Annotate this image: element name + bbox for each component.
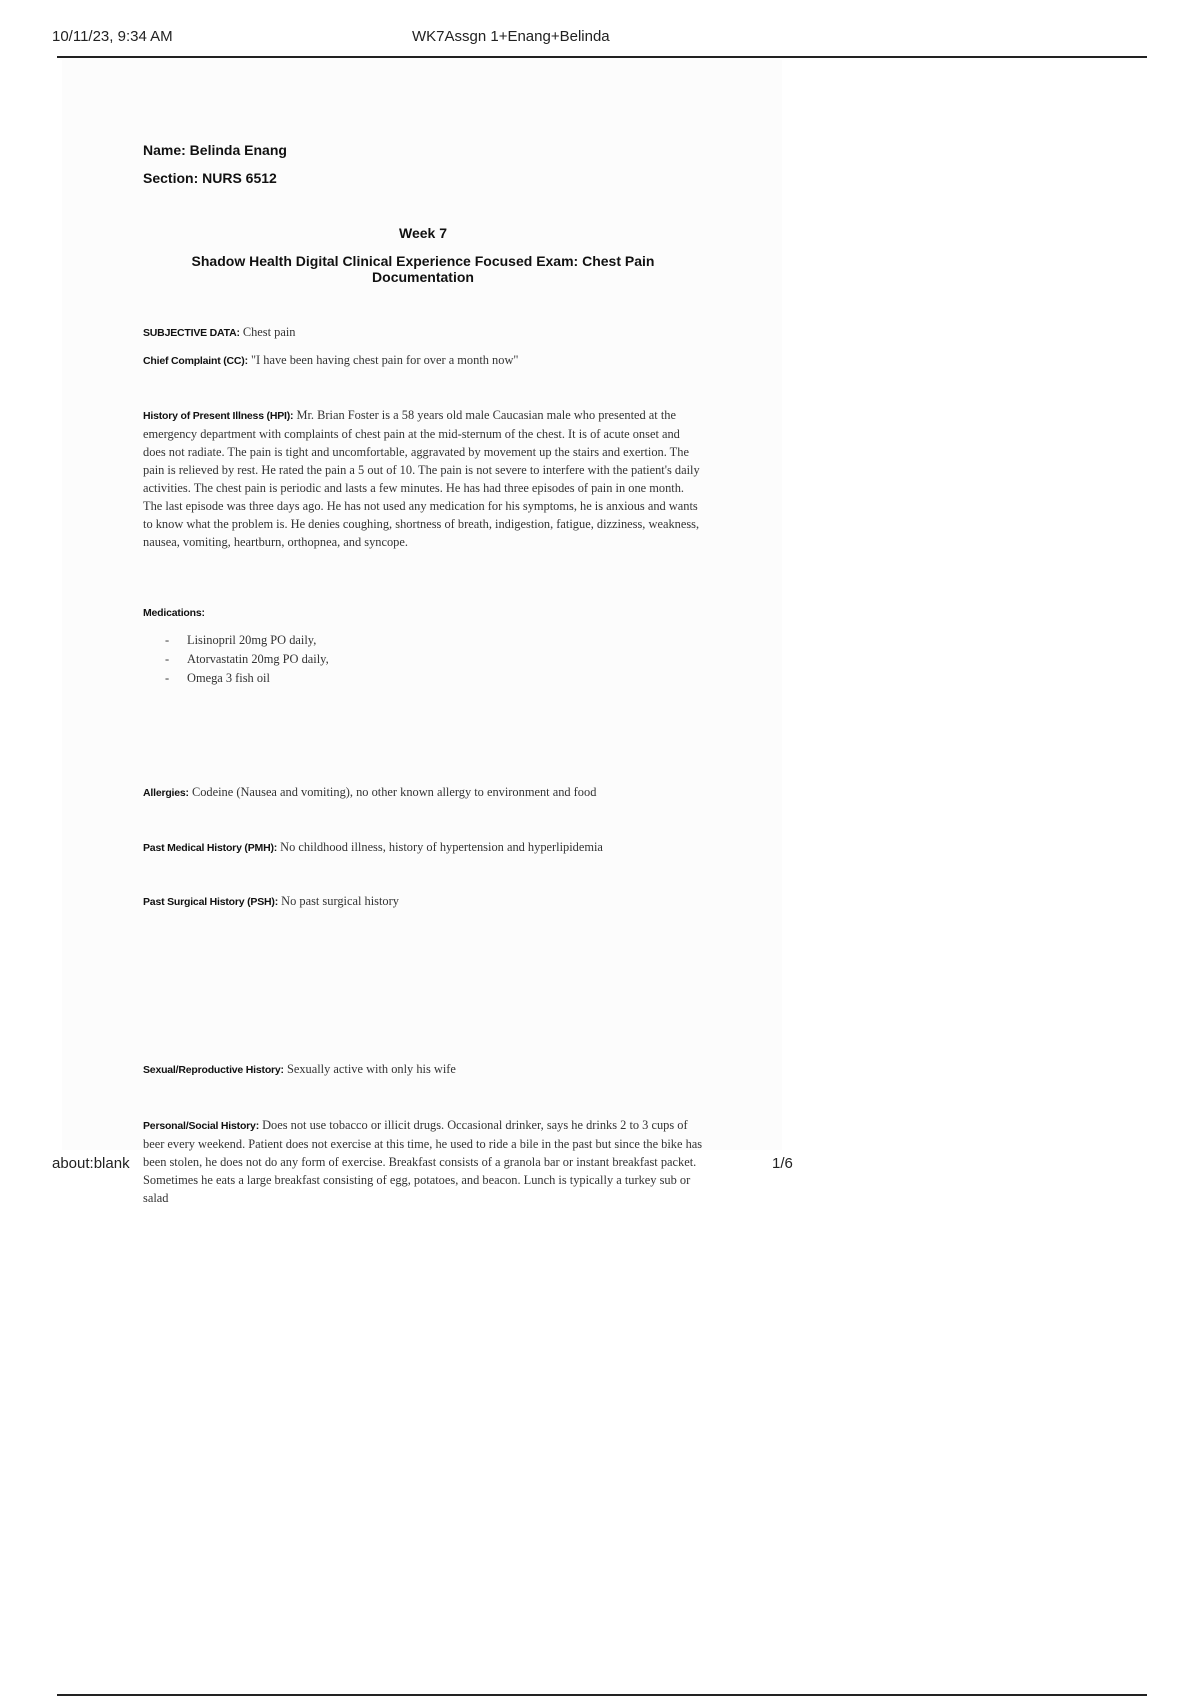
medications-label: Medications: [143,607,205,619]
footer-rule [57,1694,1147,1696]
print-footer [52,1155,792,1175]
chief-complaint-text: "I have been having chest pain for over a month now" [247,353,519,367]
medication-item: - Atorvastatin 20mg PO daily, [165,652,329,666]
sexual-history-text: Sexually active with only his wife [283,1062,456,1076]
print-document-title: WK7Assgn 1+Enang+Belinda [412,28,610,45]
week-heading: Week 7 [399,225,447,241]
sexual-history [143,1060,703,1079]
print-header [52,26,1142,58]
subjective-text: Chest pain [239,325,296,339]
print-date: 10/11/23, 9:34 AM [52,28,173,45]
hpi-text: Mr. Brian Foster is a 58 years old male Caucasian male who presented at the emergency department with complaints of chest pain at the mid-sternum of the chest. It is of acute onset and does not radiate. The pain is tight and uncomfortable, aggravated by movement up the stairs and exertion. The pain is relieved by rest. He rated the pain a 5 out of 10. The pain is not severe to interfere with the patient's daily activities. The chest pain is periodic and lasts a few minutes. He has had three episodes of pain in one month. The last episode was three days ago. He has not used any medication for his symptoms, he is anxious and wants to know what the problem is. He denies coughing, shortness of breath, indigestion, fatigue, dizziness, weakness, nausea, vomiting, heartburn, orthopnea, and syncope. [143,408,700,549]
past-medical-history [143,838,703,857]
page-number: 1/6 [772,1155,793,1172]
student-name: Name: Belinda Enang [143,142,287,158]
chief-complaint-label: Chief Complaint (CC): [143,355,248,367]
medication-item: - Omega 3 fish oil [165,671,270,685]
hpi-label: History of Present Illness (HPI): [143,410,294,422]
psh-text: No past surgical history [278,894,399,908]
social-history-text: Does not use tobacco or illicit drugs. Occasional drinker, says he drinks 2 to 3 cups of beer every weekend. Patient does not exercise at this time, he used to ride a bile in the past but since the bike has been stolen, he does not do any form of exercise. Breakfast consists of a granola bar or instant breakfast packet. Sometimes he eats a large breakfast consisting of egg, potatoes, and beacon. Lunch is typically a turkey sub or salad [143,1118,703,1205]
social-history-label: Personal/Social History: [143,1120,259,1132]
allergies-label: Allergies: [143,787,189,799]
document-title: Shadow Health Digital Clinical Experience Focused Exam: Chest Pain Documentation [191,253,655,285]
pmh-label: Past Medical History (PMH): [143,842,278,854]
sexual-history-label: Sexual/Reproductive History: [143,1064,284,1076]
chief-complaint [143,351,703,370]
allergies [143,783,703,802]
pmh-text: No childhood illness, history of hypertension and hyperlipidemia [277,840,603,854]
past-surgical-history [143,892,703,911]
medications-heading [143,603,703,622]
medications-list [165,631,329,688]
psh-label: Past Surgical History (PSH): [143,896,279,908]
medication-item: - Lisinopril 20mg PO daily, [165,633,317,647]
subjective-data [143,323,703,342]
course-section: Section: NURS 6512 [143,170,277,186]
header-rule [57,56,1147,58]
subjective-label: SUBJECTIVE DATA: [143,327,240,339]
allergies-text: Codeine (Nausea and vomiting), no other known allergy to environment and food [188,785,597,799]
hpi-paragraph [143,406,703,551]
print-url: about:blank [52,1155,130,1172]
